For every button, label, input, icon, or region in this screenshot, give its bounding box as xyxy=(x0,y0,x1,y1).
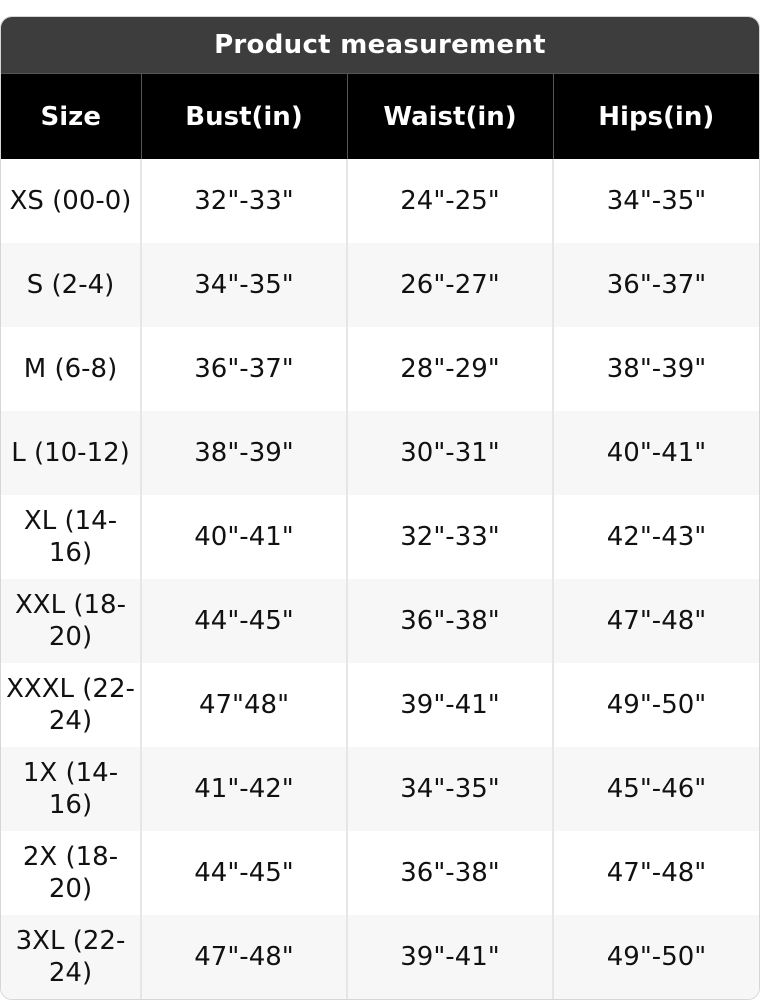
table-body xyxy=(1,159,759,999)
column-header-size: Size xyxy=(1,74,141,160)
hips-cell: 49"-50" xyxy=(553,663,759,747)
waist-cell: 39"-41" xyxy=(347,915,553,999)
hips-cell: 47"-48" xyxy=(553,831,759,915)
hips-cell: 38"-39" xyxy=(553,327,759,411)
hips-cell: 42"-43" xyxy=(553,495,759,579)
bust-cell: 34"-35" xyxy=(141,243,347,327)
bust-cell: 32"-33" xyxy=(141,159,347,243)
table-row xyxy=(1,663,759,747)
size-cell: 3XL (22-24) xyxy=(1,915,141,999)
hips-cell: 47"-48" xyxy=(553,579,759,663)
bust-cell: 47"-48" xyxy=(141,915,347,999)
table-row xyxy=(1,831,759,915)
size-cell: S (2-4) xyxy=(1,243,141,327)
waist-cell: 24"-25" xyxy=(347,159,553,243)
waist-cell: 39"-41" xyxy=(347,663,553,747)
size-cell: XXXL (22-24) xyxy=(1,663,141,747)
table-row xyxy=(1,327,759,411)
bust-cell: 41"-42" xyxy=(141,747,347,831)
waist-cell: 34"-35" xyxy=(347,747,553,831)
size-cell: 2X (18-20) xyxy=(1,831,141,915)
column-header-hips: Hips(in) xyxy=(553,74,759,160)
size-cell: M (6-8) xyxy=(1,327,141,411)
waist-cell: 26"-27" xyxy=(347,243,553,327)
waist-cell: 36"-38" xyxy=(347,579,553,663)
table-row xyxy=(1,747,759,831)
table-row xyxy=(1,579,759,663)
waist-cell: 36"-38" xyxy=(347,831,553,915)
column-header-bust: Bust(in) xyxy=(141,74,347,160)
bust-cell: 40"-41" xyxy=(141,495,347,579)
hips-cell: 36"-37" xyxy=(553,243,759,327)
waist-cell: 28"-29" xyxy=(347,327,553,411)
size-cell: L (10-12) xyxy=(1,411,141,495)
table-row xyxy=(1,159,759,243)
table-row xyxy=(1,243,759,327)
bust-cell: 36"-37" xyxy=(141,327,347,411)
hips-cell: 49"-50" xyxy=(553,915,759,999)
header-row xyxy=(1,74,759,160)
hips-cell: 40"-41" xyxy=(553,411,759,495)
size-chart-card xyxy=(0,16,760,1000)
size-cell: XL (14-16) xyxy=(1,495,141,579)
table-row xyxy=(1,411,759,495)
bust-cell: 44"-45" xyxy=(141,579,347,663)
size-cell: 1X (14-16) xyxy=(1,747,141,831)
waist-cell: 30"-31" xyxy=(347,411,553,495)
bust-cell: 47"48" xyxy=(141,663,347,747)
chart-title: Product measurement xyxy=(1,17,759,73)
hips-cell: 34"-35" xyxy=(553,159,759,243)
table-row xyxy=(1,495,759,579)
size-cell: XS (00-0) xyxy=(1,159,141,243)
column-header-waist: Waist(in) xyxy=(347,74,553,160)
bust-cell: 38"-39" xyxy=(141,411,347,495)
size-cell: XXL (18-20) xyxy=(1,579,141,663)
size-table xyxy=(1,73,759,999)
table-row xyxy=(1,915,759,999)
bust-cell: 44"-45" xyxy=(141,831,347,915)
hips-cell: 45"-46" xyxy=(553,747,759,831)
waist-cell: 32"-33" xyxy=(347,495,553,579)
